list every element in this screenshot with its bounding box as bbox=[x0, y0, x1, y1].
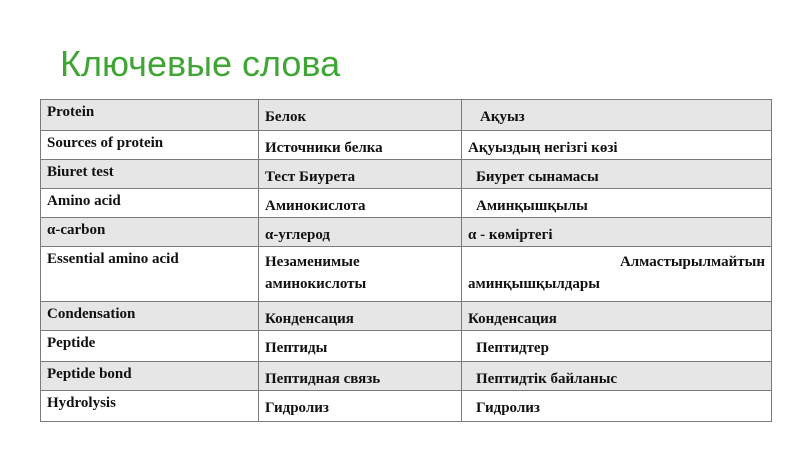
russian-term-line: аминокислоты bbox=[265, 276, 367, 292]
english-term: α-carbon bbox=[41, 218, 259, 247]
english-term: Essential amino acid bbox=[41, 247, 259, 302]
kazakh-term-line: Алмастырылмайтын bbox=[619, 254, 765, 270]
kazakh-term: Гидролиз bbox=[462, 391, 772, 422]
russian-term: Источники белка bbox=[259, 131, 462, 160]
kazakh-term-line: аминқышқылдары bbox=[468, 276, 600, 292]
kazakh-term: Ақуыз bbox=[462, 100, 772, 131]
slide-title: Ключевые слова bbox=[60, 43, 341, 84]
english-term: Condensation bbox=[41, 302, 259, 331]
kazakh-term: Биурет сынамасы bbox=[462, 160, 772, 189]
kazakh-term bbox=[462, 247, 772, 302]
table-row bbox=[41, 362, 772, 391]
russian-term: α-углерод bbox=[259, 218, 462, 247]
table-row bbox=[41, 391, 772, 422]
russian-term bbox=[259, 247, 462, 302]
table-row bbox=[41, 131, 772, 160]
table-row bbox=[41, 247, 772, 302]
russian-term-line: Незаменимые bbox=[265, 254, 360, 270]
russian-term: Тест Биурета bbox=[259, 160, 462, 189]
table-row bbox=[41, 331, 772, 362]
english-term: Amino acid bbox=[41, 189, 259, 218]
table-row bbox=[41, 189, 772, 218]
english-term: Protein bbox=[41, 100, 259, 131]
english-term: Sources of protein bbox=[41, 131, 259, 160]
vocabulary-table bbox=[40, 99, 772, 422]
table-row bbox=[41, 302, 772, 331]
kazakh-term: Пептидтер bbox=[462, 331, 772, 362]
english-term: Peptide bbox=[41, 331, 259, 362]
english-term: Biuret test bbox=[41, 160, 259, 189]
kazakh-term: Пептидтік байланыс bbox=[462, 362, 772, 391]
russian-term: Белок bbox=[259, 100, 462, 131]
english-term: Hydrolysis bbox=[41, 391, 259, 422]
kazakh-term: α - көміртегі bbox=[462, 218, 772, 247]
english-term: Peptide bond bbox=[41, 362, 259, 391]
table-row bbox=[41, 218, 772, 247]
russian-term: Аминокислота bbox=[259, 189, 462, 218]
table-row bbox=[41, 160, 772, 189]
kazakh-term: Аминқышқылы bbox=[462, 189, 772, 218]
russian-term: Пептиды bbox=[259, 331, 462, 362]
kazakh-term: Ақуыздың негізгі көзі bbox=[462, 131, 772, 160]
kazakh-term: Конденсация bbox=[462, 302, 772, 331]
russian-term: Конденсация bbox=[259, 302, 462, 331]
russian-term: Гидролиз bbox=[259, 391, 462, 422]
table-row bbox=[41, 100, 772, 131]
russian-term: Пептидная связь bbox=[259, 362, 462, 391]
